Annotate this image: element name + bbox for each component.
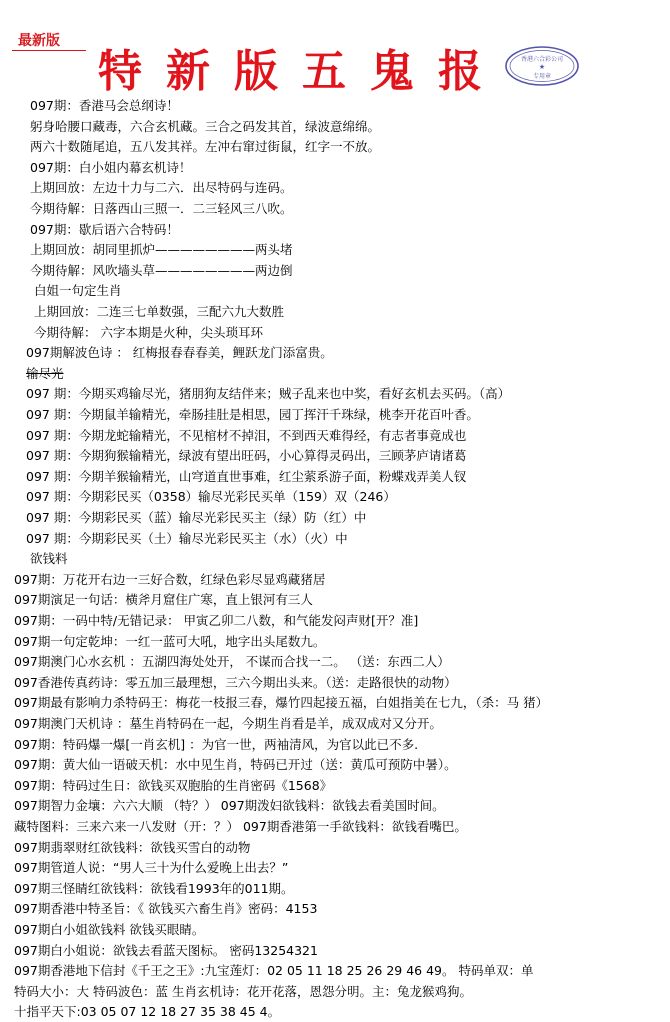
text-line: 097期演足一句话：横斧月窟住广寒，直上银河有三人 bbox=[14, 592, 313, 608]
seal-top-text: 香港六合彩公司 bbox=[520, 56, 564, 63]
text-line: 上期回放：二连三七单数强，三配六九大数胜 bbox=[34, 304, 285, 319]
text-line: 白姐一句定生肖 bbox=[34, 283, 122, 299]
text-line: 上期回放：胡同里抓炉————————两头堵 bbox=[30, 242, 293, 258]
seal-bottom-text: 专用章 bbox=[532, 73, 552, 80]
text-line: 097期：歇后语六合特码！ bbox=[30, 221, 179, 237]
edition-label: 最新版 bbox=[18, 33, 60, 49]
page-title: 特新版五鬼报 bbox=[98, 46, 506, 97]
text-line: 097 期：今期羊猴输精光，山穹道直世事难，红尘萦系游子面，粉蝶戏弄美人钗 bbox=[26, 468, 467, 484]
text-line: 097期：万花开右边一三好合数，红绿色彩尽显鸡藏猪居 bbox=[14, 571, 326, 587]
text-line: 097期香港地下信封《千王之王》:九宝莲灯：02 05 11 18 25 26 29 46 49。 特码单双：单 bbox=[14, 963, 534, 979]
text-line: 097期：一码中特/无错记录： 甲寅乙卯二八数，和气能发闷声财[开？准] bbox=[14, 613, 419, 628]
edition-underline bbox=[12, 50, 86, 51]
text-line: 097期：特码过生日：欲钱买双胞胎的生肖密码《1568》 bbox=[14, 777, 333, 793]
text-line: 097期白小姐说：欲钱去看蓝天图标。 密码13254321 bbox=[14, 942, 318, 958]
text-line: 097期澳门心水玄机 ：五湖四海处处开， 不谋而合找一二。 （送：东西二人） bbox=[14, 654, 450, 670]
text-line: 097期一句定乾坤：一红一蓝可大吼，地字出头尾数九。 bbox=[14, 633, 326, 649]
text-line: 特码大小：大 特码波色：蓝 生肖玄机诗：花开花落，恩怨分明。主：兔龙猴鸡狗。 bbox=[14, 983, 472, 999]
text-line: 097 期：今期龙蛇输精光，不见棺材不掉泪，不到西天难得经，有志者事竟成也 bbox=[26, 427, 467, 443]
text-line: 今期待解：风吹墙头草————————两边倒 bbox=[30, 262, 293, 278]
text-line: 097期澳门天机诗 ：墓生肖特码在一起，今期生肖看是羊，成双成对又分开。 bbox=[14, 716, 442, 731]
company-seal bbox=[503, 44, 581, 88]
text-line: 097期白小姐欲钱料 欲钱买眼睛。 bbox=[14, 922, 205, 937]
text-line: 两六十数随尾追，五八发其祥。左冲右窜过街鼠，红字一不放。 bbox=[30, 139, 381, 155]
text-line: 十指平天下:03 05 07 12 18 27 35 38 45 4。 bbox=[14, 1004, 281, 1020]
text-line: 097 期：今期狗猴输精光，绿波有望出旺码，小心算得灵码出，三顾茅庐请诸葛 bbox=[26, 448, 467, 464]
text-line: 097期：香港马会总纲诗！ bbox=[30, 98, 179, 113]
text-line: 097期智力金壤：六六大顺 （特？） 097期泼妇欲钱料：欲钱去看美国时间。 bbox=[14, 798, 445, 814]
text-line: 097香港传真药诗：零五加三最理想，三六今期出头来。（送：走路很快的动物） bbox=[14, 674, 457, 690]
text-line: 097期：特码爆一爆[一肖玄机] ：为官一世，两袖清风，为官以此已不多. bbox=[14, 736, 419, 752]
seal-star-icon: ★ bbox=[538, 63, 546, 71]
text-line: 097期最有影响力杀特码王：梅花一枝报三春，爆竹四起接五福，白姐指美在七九，（杀：马 猪） bbox=[14, 695, 549, 711]
text-line: 今期待解：日落西山三照一．二三轻风三八吹。 bbox=[30, 201, 293, 216]
text-line: 097期管道人说：“男人三十为什么爱晚上出去？” bbox=[14, 860, 289, 876]
text-line: 097 期：今期彩民买（土）输尽光彩民买主（水）（火）中 bbox=[26, 530, 348, 546]
text-line: 输尽光 bbox=[26, 365, 64, 381]
text-line: 今期待解： 六字本期是火种，尖头琐耳环 bbox=[34, 324, 263, 340]
text-line: 097 期：今期彩民买（蓝）输尽光彩民买主（绿）防（红）中 bbox=[26, 510, 367, 525]
text-line: 097期香港中特圣旨：《 欲钱买六畜生肖》密码：4153 bbox=[14, 901, 318, 917]
content-lines bbox=[0, 96, 670, 1021]
text-line: 097期解波色诗 ： 红梅报春春春美，鲤跃龙门添富贵。 bbox=[26, 345, 333, 361]
text-line: 097 期：今期鼠羊输精光，牵肠挂肚是相思，园丁挥汗千珠绿，桃李开花百叶香。 bbox=[26, 407, 479, 422]
text-line: 097期翡翠财红欲钱料：欲钱买雪白的动物 bbox=[14, 839, 251, 855]
text-line: 097 期：今期彩民买（0358）输尽光彩民买单（159）双（246） bbox=[26, 489, 396, 505]
text-line: 097期三怪睛红欲钱料：欲钱看1993年的011期。 bbox=[14, 880, 294, 896]
text-line: 躬身哈腰口藏毒，六合玄机藏。三合之码发其首，绿波意绵绵。 bbox=[30, 118, 381, 134]
text-line: 欲钱料 bbox=[30, 551, 68, 567]
text-line: 097 期：今期买鸡输尽光，猪朋狗友结伴来；贼子乱来也中奖，看好玄机去买码。（高） bbox=[26, 386, 511, 402]
text-line: 097期：白小姐内幕玄机诗！ bbox=[30, 159, 192, 175]
text-line: 藏特图料：三来六来一八发财（开：？） 097期香港第一手欲钱料：欲钱看嘴巴。 bbox=[14, 819, 467, 834]
text-line: 上期回放：左边十力与二六．出尽特码与连码。 bbox=[30, 180, 293, 196]
text-line: 097期：黄大仙一语破天机：水中见生肖，特码已开过（送：黄瓜可预防中暑）。 bbox=[14, 757, 457, 773]
